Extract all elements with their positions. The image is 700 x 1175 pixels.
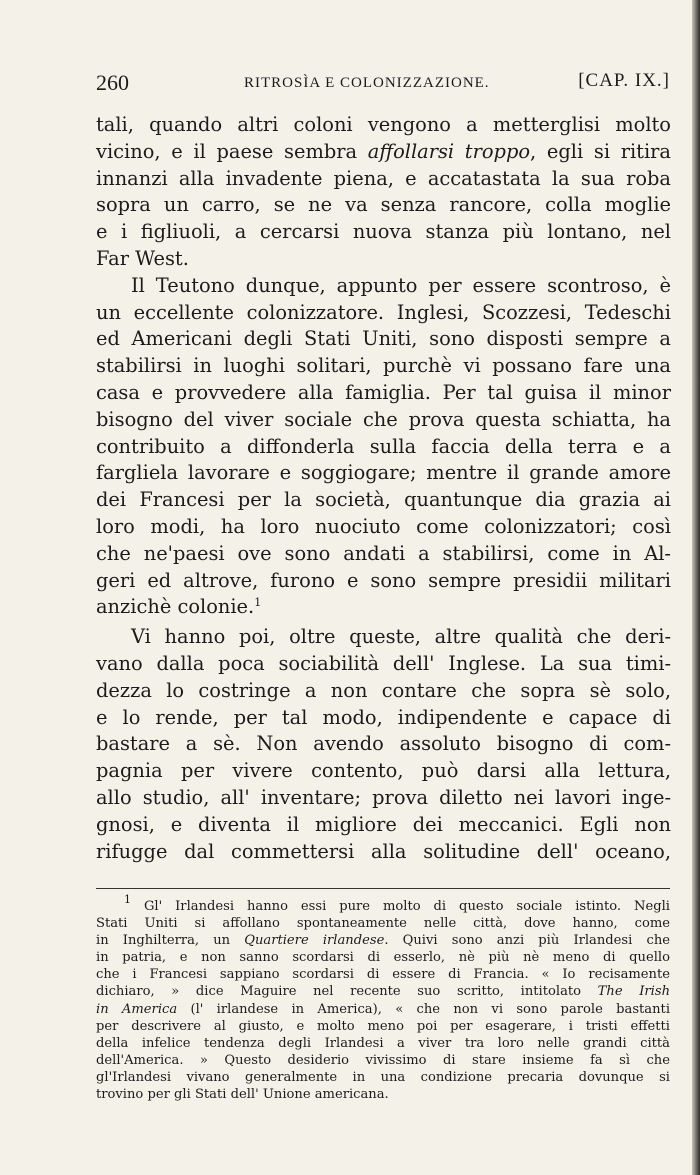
paragraph-2	[96, 273, 671, 624]
italic-text: in America	[96, 1001, 178, 1017]
text-span: vicino, e il paese sembra	[96, 139, 368, 163]
text-line: casa e provvedere alla famiglia. Per tal guisa il minor	[96, 380, 671, 404]
text-line	[96, 932, 670, 949]
footnote-marker: 1	[254, 596, 262, 610]
text-line: ed Americani degli Stati Uniti, sono disposti sempre a	[96, 327, 671, 351]
page-edge-shadow	[692, 0, 700, 1175]
text-span: dichiaro, » dice Maguire nel recente suo scritto, intitolato	[96, 984, 598, 1000]
text-line	[96, 139, 671, 166]
text-line	[96, 983, 670, 1000]
italic-text: The Irish	[597, 984, 671, 1000]
text-line: innanzi alla invadente piena, e accatastata la sua roba	[96, 166, 671, 190]
footnote-separator	[96, 888, 670, 889]
text-line: dell'America. » Questo desiderio vivissimo di stare insieme fa sì che	[96, 1052, 670, 1068]
text-line	[96, 893, 670, 915]
italic-text: affollarsi troppo	[367, 139, 531, 163]
text-span: Gl' Irlandesi hanno essi pure molto di questo sociale istinto. Negli	[143, 899, 670, 914]
text-line: bisogno del viver sociale che prova questa schiatta, ha	[96, 407, 671, 431]
italic-text: Quartiere irlandese	[244, 933, 385, 949]
text-line: Far West.	[96, 246, 189, 270]
page-number: 260	[96, 70, 129, 95]
text-line: dezza lo costringe a non contare che sopra sè solo,	[96, 678, 671, 702]
paragraph-1	[96, 112, 671, 273]
text-line: in patria, e non sanno scordarsi di esserlo, nè più nè meno di quello	[96, 950, 670, 966]
text-span: , egli si ritira	[530, 139, 671, 163]
text-span: . Quivi sono anzi più Irlandesi che	[384, 933, 671, 949]
running-title: RITROSÌA E COLONIZZAZIONE.	[244, 75, 490, 91]
text-line: Vi hanno poi, oltre queste, altre qualità che deri-	[131, 625, 671, 649]
text-span: (l' irlandese in America), « che non vi sono parole bastanti	[177, 1001, 671, 1017]
text-line: un eccellente colonizzatore. Inglesi, Scozzesi, Tedeschi	[96, 300, 671, 324]
text-line: loro modi, ha loro nuociuto come colonizzatori; così	[96, 514, 671, 538]
text-line	[96, 1001, 670, 1018]
chapter-label: [CAP. IX.]	[578, 70, 670, 91]
body-text	[96, 112, 671, 865]
footnote-number: 1	[124, 893, 131, 906]
paragraph-3	[96, 624, 671, 865]
text-line: gl'Irlandesi vivano generalmente in una condizione precaria dovunque si	[96, 1069, 670, 1085]
text-line: geri ed altrove, furono e sono sempre presidii militari	[96, 568, 671, 592]
text-line: della infelice tendenza degli Irlandesi a viver tra loro nelle grandi città	[96, 1035, 670, 1051]
text-line: stabilirsi in luoghi solitari, purchè vi possano fare una	[96, 354, 671, 378]
text-line: tali, quando altri coloni vengono a metterglisi molto	[96, 113, 671, 136]
text-line: che i Francesi sappiano scordarsi di essere di Francia. « Io recisamente	[96, 967, 670, 983]
text-span: anzichè colonie.	[96, 595, 255, 619]
text-line: e i figliuoli, a cercarsi nuova stanza più lontano, nel	[96, 220, 671, 244]
text-line: vano dalla poca sociabilità dell' Inglese. La sua timi-	[96, 651, 671, 675]
page-header	[96, 70, 670, 98]
text-line: per descrivere al giusto, e molto meno poi per esagerare, i tristi effetti	[96, 1018, 670, 1034]
text-line: contribuito a diffonderla sulla faccia della terra e a	[96, 434, 671, 458]
text-line: pagnia per vivere contento, può darsi alla lettura,	[96, 759, 671, 783]
text-line: sopra un carro, se ne va senza rancore, colla moglie	[96, 193, 671, 217]
text-line: gnosi, e diventa il migliore dei meccanici. Egli non	[96, 812, 671, 836]
text-line: rifugge dal commettersi alla solitudine dell' oceano,	[96, 839, 671, 863]
text-line: Stati Uniti si affollano spontaneamente nelle città, dove hanno, come	[96, 916, 670, 932]
text-line: che ne'paesi ove sono andati a stabilirsi, come in Al-	[96, 541, 671, 565]
text-line: fargliela lavorare e soggiogare; mentre il grande amore	[96, 461, 671, 485]
text-line: Il Teutono dunque, appunto per essere scontroso, è	[131, 273, 671, 297]
text-span: in Inghilterra, un	[96, 933, 245, 949]
text-line: trovino per gli Stati dell' Unione americana.	[96, 1087, 389, 1103]
footnote	[96, 893, 671, 1103]
text-line: dei Francesi per la società, quantunque dia grazia ai	[96, 488, 671, 512]
text-line	[96, 594, 671, 624]
text-line: allo studio, all' inventare; prova diletto nei lavori inge-	[96, 785, 671, 809]
text-line: e lo rende, per tal modo, indipendente e capace di	[96, 705, 671, 729]
text-line: bastare a sè. Non avendo assoluto bisogno di com-	[96, 732, 671, 756]
